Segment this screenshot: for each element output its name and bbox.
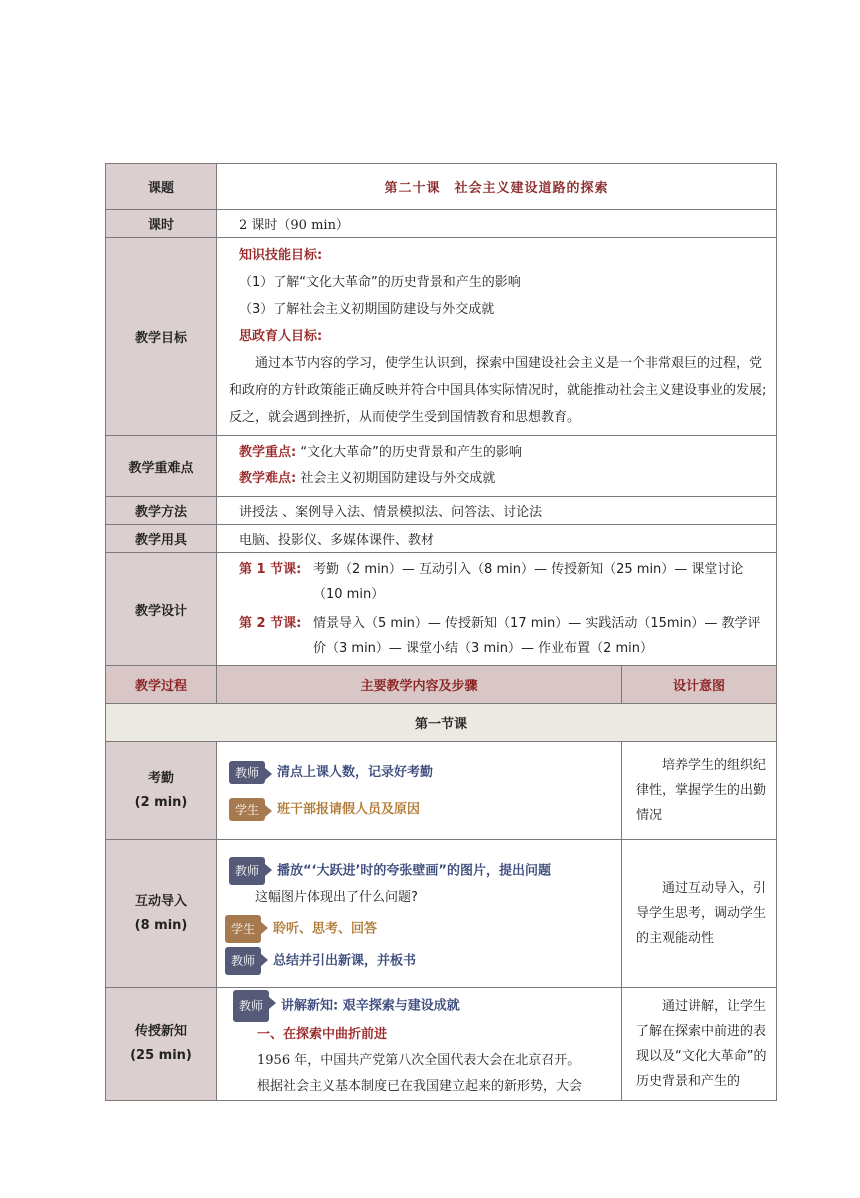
teacher-row	[229, 857, 613, 885]
topic-label: 课题	[106, 164, 217, 210]
teacher-row	[233, 990, 613, 1022]
teacher-tag: 教师	[229, 857, 265, 885]
lesson2-text: 情景导入（5 min）— 传授新知（17 min）— 实践活动（15min）— 教学评价（3 min）— 课堂小结（3 min）— 作业布置（2 min）	[313, 616, 761, 656]
intent-text: 培养学生的组织纪律性，掌握学生的出勤情况	[636, 758, 767, 823]
section-title: 第一节课	[106, 704, 777, 742]
methods-value: 讲授法 、案例导入法、情景模拟法、问答法、讨论法	[217, 497, 777, 525]
teacher-action: 讲解新知: 艰辛探索与建设成就	[281, 998, 460, 1014]
teacher-action: 播放“‘大跃进’时的夸张壁画”的图片，提出问题	[277, 863, 551, 878]
teacher-action: 清点上课人数，记录好考勤	[277, 764, 434, 780]
question-text: 这幅图片体现出了什么问题?	[255, 889, 418, 905]
lesson1-row	[239, 557, 770, 607]
objectives-cell	[217, 238, 777, 436]
intent-text: 通过互动导入，引导学生思考，调动学生的主观能动性	[636, 881, 767, 946]
student-action: 班干部报请假人员及原因	[277, 801, 421, 817]
focus-label: 教学重点:	[239, 445, 297, 460]
lesson2-row	[239, 611, 770, 661]
student-action: 聆听、思考、回答	[273, 921, 378, 936]
step-content-cell	[217, 840, 622, 988]
knowledge-item: （3）了解社会主义初期国防建设与外交成就	[239, 302, 495, 317]
lesson2-label: 第 2 节课:	[239, 616, 302, 631]
intent-text: 通过讲解，让学生了解在探索中前进的表现以及“文化大革命”的历史背景和产生的	[636, 999, 767, 1089]
body-text: 1956 年，中国共产党第八次全国代表大会在北京召开。	[257, 1053, 581, 1068]
step-name-cell	[106, 988, 217, 1101]
student-tag: 学生	[225, 915, 261, 943]
step-time: (8 min)	[134, 917, 188, 933]
step-name: 互动导入	[134, 893, 187, 909]
step-time: (25 min)	[130, 1048, 192, 1063]
difficulty-text: 社会主义初期国防建设与外交成就	[300, 471, 496, 486]
student-row	[229, 798, 613, 821]
intent-cell	[622, 840, 777, 988]
intent-col-header: 设计意图	[622, 666, 777, 704]
step-name-cell	[106, 840, 217, 988]
knowledge-item: （1）了解“文化大革命”的历史背景和产生的影响	[239, 275, 521, 290]
design-label: 教学设计	[106, 553, 217, 666]
difficulty-row	[239, 466, 768, 492]
process-col-header: 教学过程	[106, 666, 217, 704]
knowledge-heading: 知识技能目标:	[239, 248, 323, 263]
lesson1-text: 考勤（2 min）— 互动引入（8 min）— 传授新知（25 min）— 课堂讨论 （10 min）	[313, 562, 744, 602]
tools-label: 教学用具	[106, 525, 217, 553]
content-col-header: 主要教学内容及步骤	[217, 666, 622, 704]
focus-text: “文化大革命”的历史背景和产生的影响	[300, 445, 522, 460]
student-tag: 学生	[229, 798, 265, 821]
teacher-row	[229, 761, 613, 784]
teacher-action: 总结并引出新课，并板书	[273, 953, 417, 968]
focus-row	[239, 440, 768, 466]
ideology-text: 通过本节内容的学习，使学生认识到，探索中国建设社会主义是一个非常艰巨的过程，党和政府的方针政策能正确反映并符合中国具体实际情况时，就能推动社会主义建设事业的发展;反之，就会遇到挫折，从而使学生受到国情教育和思想教育。	[229, 356, 767, 425]
teacher-tag: 教师	[233, 990, 269, 1022]
body-text: 根据社会主义基本制度已在我国建立起来的新形势，大会	[257, 1079, 583, 1094]
intent-cell	[622, 742, 777, 840]
step-name-cell	[106, 742, 217, 840]
ideology-heading: 思政育人目标:	[239, 329, 323, 344]
tools-value: 电脑、投影仪、多媒体课件、教材	[217, 525, 777, 553]
lesson-title: 第二十课 社会主义建设道路的探索	[217, 164, 777, 210]
step-name: 传授新知	[134, 1024, 187, 1039]
lesson-plan-table	[105, 163, 777, 1101]
step-content-cell	[217, 988, 622, 1101]
key-points-cell	[217, 436, 777, 497]
hours-value: 2 课时（90 min）	[217, 210, 777, 238]
difficulty-label: 教学难点:	[239, 471, 297, 486]
design-cell	[217, 553, 777, 666]
methods-label: 教学方法	[106, 497, 217, 525]
teacher-tag: 教师	[225, 947, 261, 975]
teacher-row	[225, 947, 613, 975]
lesson1-label: 第 1 节课:	[239, 562, 302, 577]
sub-heading: 一、在探索中曲折前进	[257, 1027, 388, 1042]
teacher-tag: 教师	[229, 761, 265, 784]
step-time: (2 min)	[134, 794, 188, 810]
step-name: 考勤	[147, 770, 174, 786]
student-row	[225, 915, 613, 943]
step-content-cell	[217, 742, 622, 840]
hours-label: 课时	[106, 210, 217, 238]
objectives-label: 教学目标	[106, 238, 217, 436]
key-points-label: 教学重难点	[106, 436, 217, 497]
intent-cell	[622, 988, 777, 1101]
